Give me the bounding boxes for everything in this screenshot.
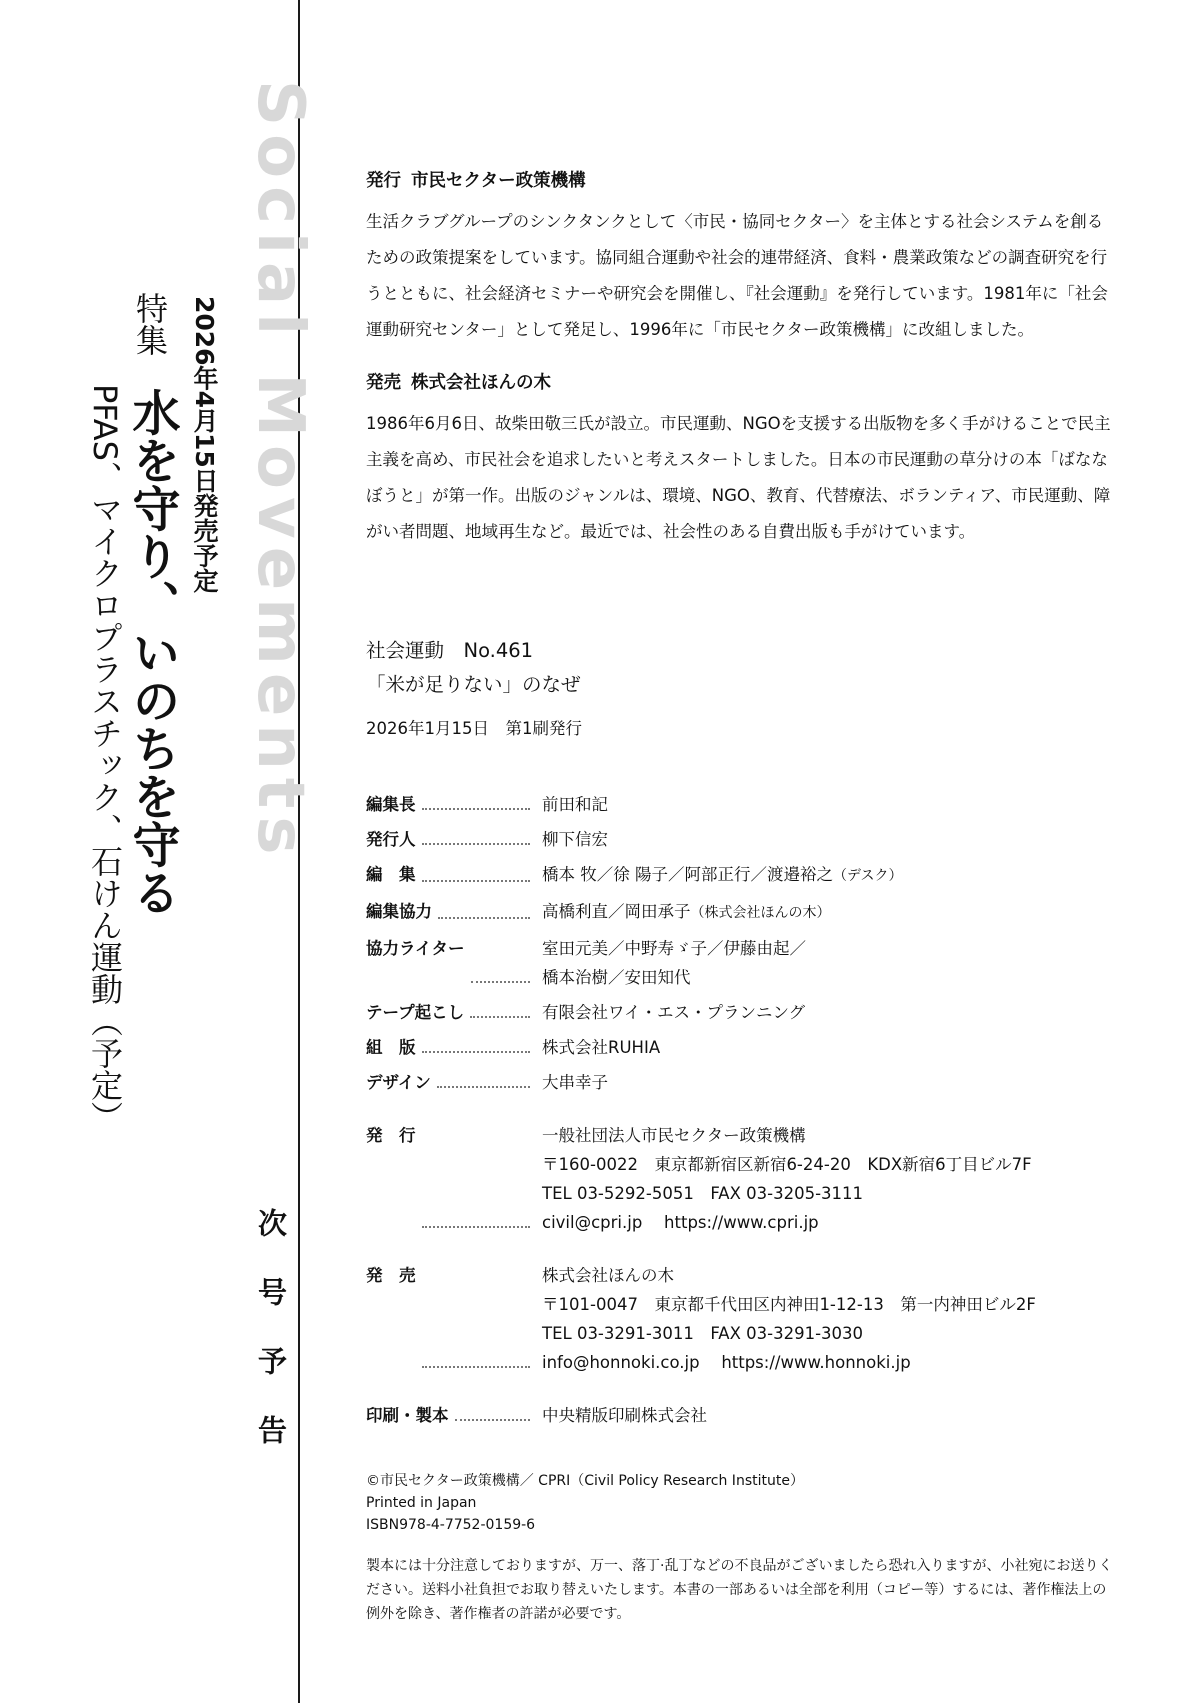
credit-note: （株式会社ほんの木） bbox=[690, 905, 831, 921]
seller-name: 株式会社ほんの木 bbox=[542, 1266, 674, 1285]
credit-label: 編集協力 bbox=[366, 902, 432, 921]
book-series: 社会運動 No.461 bbox=[366, 639, 534, 662]
credit-label: 発 行 bbox=[366, 1126, 416, 1145]
copyright: ©市民セクター政策機構／ CPRI（Civil Policy Research Institute） bbox=[366, 1473, 804, 1489]
credit-label: 編 集 bbox=[366, 865, 416, 884]
credit-value: 橋本治樹／安田知代 bbox=[542, 968, 691, 987]
credit-row bbox=[366, 860, 1116, 891]
next-issue-subtitle: PFAS、マイクロプラスチック、石けん運動（予定） bbox=[86, 384, 124, 1133]
publisher-label: 発行 bbox=[366, 171, 401, 191]
credit-note: （デスク） bbox=[833, 868, 903, 884]
credit-value: 株式会社RUHIA bbox=[542, 1038, 661, 1057]
colophon bbox=[366, 168, 1116, 1626]
next-issue-heading: 次号予告 bbox=[254, 1208, 288, 1484]
credit-value: 高橋利直／岡田承子 bbox=[542, 902, 691, 921]
publisher-heading bbox=[366, 168, 1116, 194]
credit-row bbox=[366, 825, 1116, 854]
publisher-name: 市民セクター政策機構 bbox=[411, 171, 586, 191]
publisher-description: 生活クラブグループのシンクタンクとして〈市民・協同セクター〉を主体とする社会システムを創るための政策提案をしています。協同組合運動や社会的連帯経済、食料・農業政策などの調査研究を行うとともに、社会経済セミナーや研究会を開催し、『社会運動』を発行しています。1981年に「社会運動研究センター」として発足し、1996年に「市民セクター政策機構」に改組しました。 bbox=[366, 212, 1108, 339]
book-info bbox=[366, 634, 1116, 702]
credit-row bbox=[366, 934, 1116, 992]
next-issue-title: 水を守り、いのちを守る bbox=[124, 388, 180, 916]
seller-address: 〒101-0047 東京都千代田区内神田1-12-13 第一内神田ビル2F bbox=[542, 1295, 1036, 1314]
next-issue-date: 2026年4月15日発売予定 bbox=[190, 296, 219, 593]
seller-phone: TEL 03-3291-3011 FAX 03-3291-3030 bbox=[542, 1324, 864, 1343]
credit-label: 発行人 bbox=[366, 830, 416, 849]
distributor-label: 発売 bbox=[366, 373, 401, 393]
seller-block bbox=[366, 1261, 1116, 1377]
issuer-address: 〒160-0022 東京都新宿区新宿6-24-20 KDX新宿6丁目ビル7F bbox=[542, 1155, 1032, 1174]
credit-row bbox=[366, 1401, 1116, 1430]
issuer-block bbox=[366, 1121, 1116, 1237]
credit-row bbox=[366, 897, 1116, 928]
credit-row bbox=[366, 998, 1116, 1027]
issue-date: 2026年1月15日 第1刷発行 bbox=[366, 719, 582, 738]
book-title: 「米が足りない」のなぜ bbox=[366, 673, 581, 696]
credit-value: 大串幸子 bbox=[542, 1073, 608, 1092]
seller-contact: info@honnoki.co.jp https://www.honnoki.jp bbox=[542, 1353, 911, 1372]
isbn: ISBN978-4-7752-0159-6 bbox=[366, 1517, 536, 1533]
credit-label: 組 版 bbox=[366, 1038, 416, 1057]
printed-in: Printed in Japan bbox=[366, 1495, 477, 1511]
credit-value: 中央精版印刷株式会社 bbox=[542, 1406, 707, 1425]
issuer-contact: civil@cpri.jp https://www.cpri.jp bbox=[542, 1213, 819, 1232]
credit-value: 前田和記 bbox=[542, 795, 608, 814]
issuer-phone: TEL 03-5292-5051 FAX 03-3205-3111 bbox=[542, 1184, 864, 1203]
watermark-text: Social Movements bbox=[243, 80, 317, 863]
credit-value: 柳下信宏 bbox=[542, 830, 608, 849]
distributor-name: 株式会社ほんの木 bbox=[411, 373, 551, 393]
credit-value: 橋本 牧／徐 陽子／阿部正行／渡邉裕之 bbox=[542, 865, 833, 884]
credit-label: 印刷・製本 bbox=[366, 1406, 449, 1425]
issuer-name: 一般社団法人市民セクター政策機構 bbox=[542, 1126, 806, 1145]
credit-label: 発 売 bbox=[366, 1266, 416, 1285]
credit-label: 編集長 bbox=[366, 795, 416, 814]
credit-row bbox=[366, 1068, 1116, 1097]
credit-label: テープ起こし bbox=[366, 1003, 465, 1022]
credit-label: デザイン bbox=[366, 1073, 431, 1092]
credit-value: 室田元美／中野寿ゞ子／伊藤由起／ bbox=[542, 939, 806, 958]
footer-info bbox=[366, 1470, 1116, 1536]
feature-label: 特集 bbox=[131, 292, 169, 356]
credits-list bbox=[366, 790, 1116, 1430]
distributor-description: 1986年6月6日、故柴田敬三氏が設立。市民運動、NGOを支援する出版物を多く手がけることで民主主義を高め、市民社会を追求したいと考えスタートしました。日本の市民運動の草分けの本「ばななぼうと」が第一作。出版のジャンルは、環境、NGO、教育、代替療法、ボランティア、市民運動、障がい者問題、地域再生など。最近では、社会性のある自費出版も手がけています。 bbox=[366, 414, 1111, 541]
credit-row bbox=[366, 1033, 1116, 1062]
credit-label: 協力ライター bbox=[366, 939, 465, 958]
legal-notice: 製本には十分注意しておりますが、万一、落丁·乱丁などの不良品がございましたら恐れ入りますが、小社宛にお送りください。送料小社負担でお取り替えいたします。本書の一部あるいは全部を利用（コピー等）するには、著作権法上の例外を除き、著作権者の許諾が必要です。 bbox=[366, 1558, 1113, 1622]
credit-row bbox=[366, 790, 1116, 819]
credit-value: 有限会社ワイ・エス・プランニング bbox=[542, 1003, 806, 1022]
distributor-heading bbox=[366, 370, 1116, 396]
